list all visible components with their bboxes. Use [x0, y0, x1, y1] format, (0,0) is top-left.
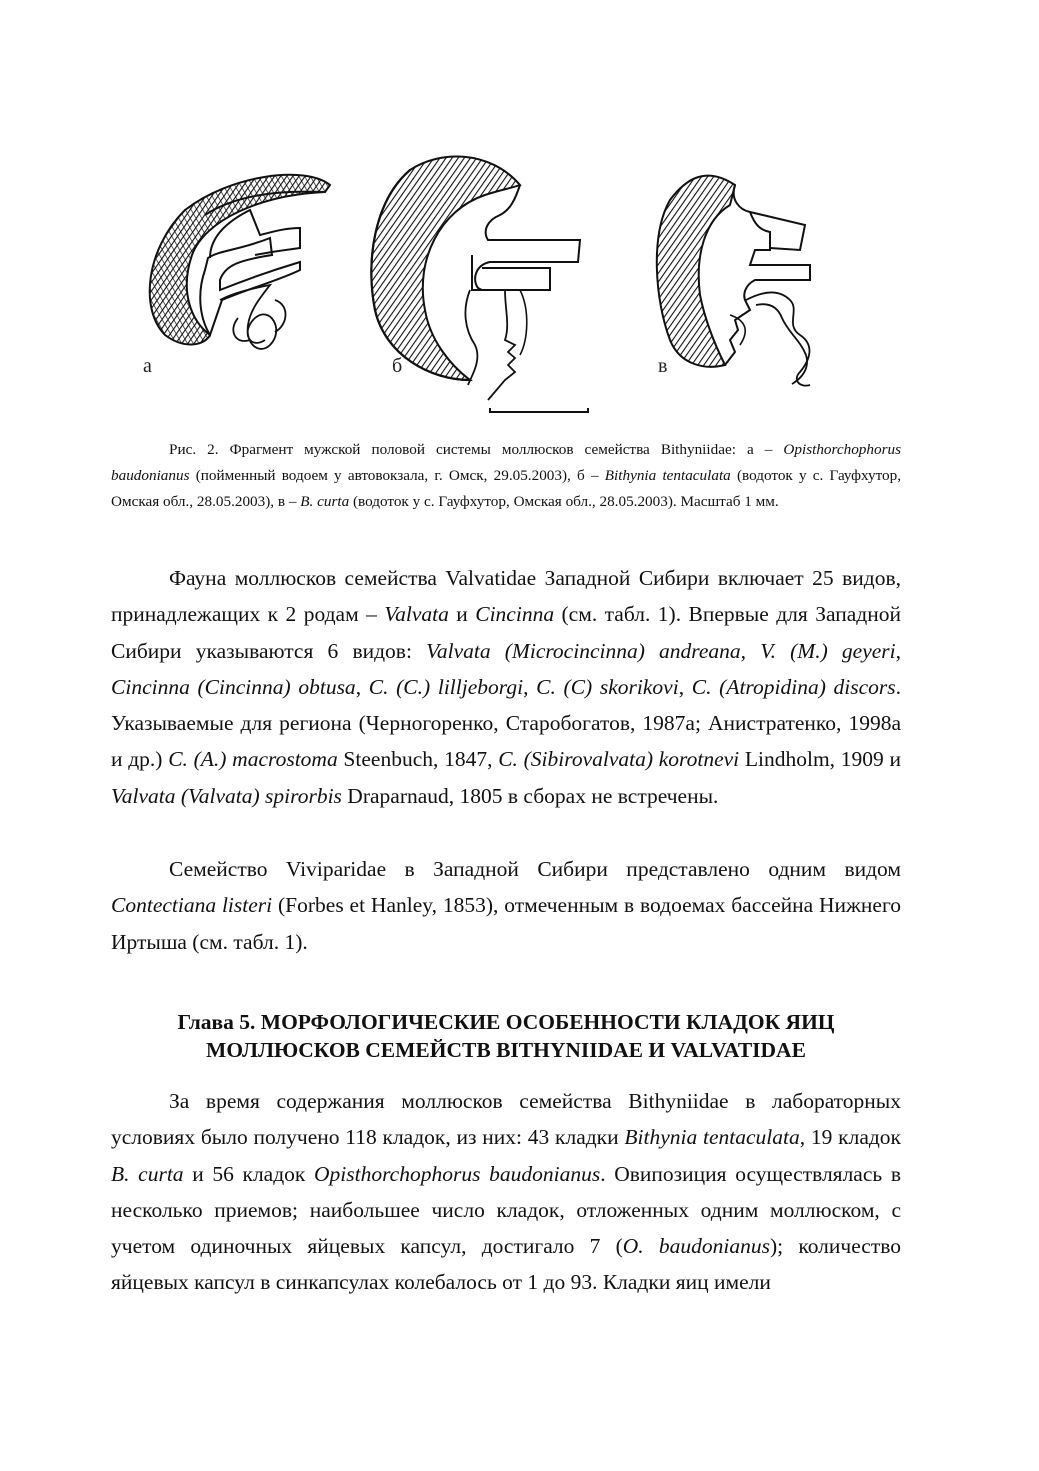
panel-label-c: в: [658, 355, 668, 377]
panel-label-b: б: [392, 355, 403, 377]
chapter-heading-line1: Глава 5. МОРФОЛОГИЧЕСКИЕ ОСОБЕННОСТИ КЛАДОК ЯИЦ: [177, 1010, 835, 1034]
panel-c-drawing: [657, 176, 810, 386]
panel-a-drawing: [143, 175, 330, 377]
paragraph-valvatidae: Фауна моллюсков семейства Valvatidae Западной Сибири включает 25 видов, принадлежащих к 2 родам – Valvata и Cincinna (см. табл. 1). Впервые для Западной Сибири указываются 6 видов: Valvata (Microcincinna) andreana, V. (M.) geyeri, Cincinna (Cincinna) obtusa, C. (C.) lilljeborgi, C. (C) skorikovi, C. (Atropidina) discors. Указываемые для региона (Черногоренко, Старобогатов, 1987а; Анистратенко, 1998а и др.) C. (A.) macrostoma Steenbuch, 1847, C. (Sibirovalvata) korotnevi Lindholm, 1909 и Valvata (Valvata) spirorbis Draparnaud, 1805 в сборах не встречены.: [111, 566, 902, 808]
chapter-heading-line2: МОЛЛЮСКОВ СЕМЕЙСТВ BITHYNIIDAE И VALVATIDAE: [206, 1038, 806, 1062]
paragraph-egg-clutches: За время содержания моллюсков семейства Bithyniidae в лабораторных условиях было получено 118 кладок, из них: 43 кладки Bithynia tentaculata, 19 кладок B. curta и 56 кладок Opisthorchophorus baudonianus. Овипозиция осуществлялась в несколько приемов; наибольшее число кладок, отложенных одним моллюском, с учетом одиночных яйцевых капсул, достигало 7 (O. baudonianus); количество яйцевых капсул в синкапсулах колебалось от 1 до 93. Кладки яиц имели: [111, 1089, 902, 1295]
panel-label-a: а: [143, 355, 152, 377]
chapter-heading: [111, 1008, 901, 1064]
scale-bar: [490, 408, 588, 412]
paragraph-viviparidae: Семейство Viviparidae в Западной Сибири представлено одним видом Contectiana listeri (Forbes et Hanley, 1853), отмеченным в водоемах бассейна Нижнего Иртыша (см. табл. 1).: [111, 857, 901, 954]
figure-drawing: [110, 140, 930, 430]
panel-b-drawing: [371, 156, 588, 412]
figure: [110, 140, 930, 430]
figure-caption: Рис. 2. Фрагмент мужской половой системы моллюсков семейства Bithyniidae: а – Opisthorchophorus baudonianus (пойменный водоем у автовокзала, г. Омск, 29.05.2003), б – Bithynia tentaculata (водоток у с. Гауфхутор, Омская обл., 28.05.2003), в – B. curta (водоток у с. Гауфхутор, Омская обл., 28.05.2003). Масштаб 1 мм.: [111, 441, 901, 510]
